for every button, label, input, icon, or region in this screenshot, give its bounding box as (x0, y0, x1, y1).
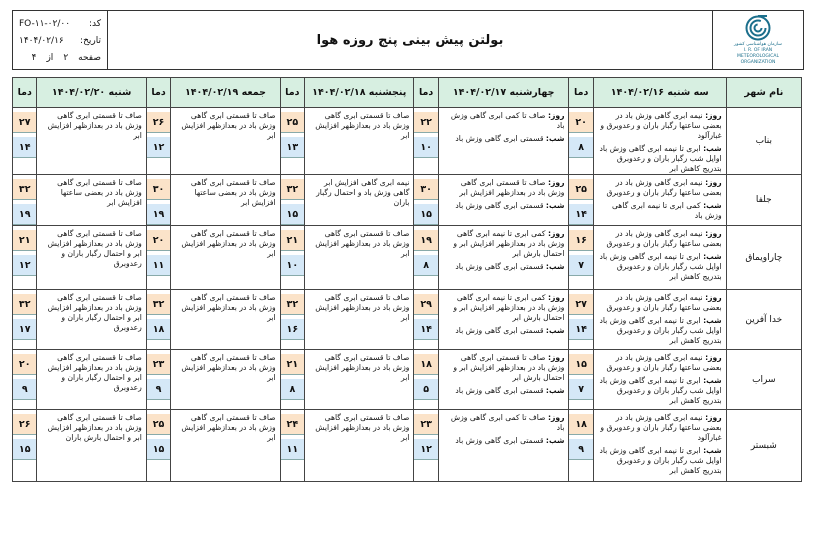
day2-day-text: کمی ابری تا نیمه ابری گاهی وزش باد در بعدازظهر افزایش ابر و احتمال بارش ابر (453, 229, 565, 258)
day1-day-text: نیمه ابری گاهی وزش باد در بعضی ساعتها رگبار باران و رعدوبرق و غبارآلود (600, 111, 722, 140)
day3-forecast: صاف تا قسمتی ابری گاهی وزش باد در بعدازظهر افزایش ابر (305, 410, 414, 482)
night-label: شب: (703, 201, 722, 210)
min-temp: ۱۴ (569, 319, 592, 340)
code-value: FO-۱۱-۰۲/۰۰ (19, 18, 71, 29)
min-temp: ۱۱ (147, 255, 170, 276)
day3-temp (280, 175, 304, 226)
day3-temp (280, 290, 304, 350)
day2-temp (414, 410, 438, 482)
day4-forecast: صاف تا قسمتی ابری گاهی وزش باد در بعدازظهر افزایش ابر (171, 350, 280, 410)
city-name: خدا آفرین (726, 290, 801, 350)
max-temp: ۳۰ (147, 179, 170, 200)
table-row (13, 175, 802, 226)
max-temp: ۲۶ (13, 414, 36, 435)
day4-temp (146, 175, 170, 226)
max-temp: ۳۲ (13, 179, 36, 200)
day1-night-text: ابری تا نیمه ابری گاهی وزش باد اوایل شب رگبار باران و رعدوبرق بتدریج کاهش ابر (599, 316, 722, 345)
min-temp: ۱۶ (281, 319, 304, 340)
max-temp: ۱۶ (569, 230, 592, 251)
max-temp: ۲۷ (569, 294, 592, 315)
day2-forecast (438, 175, 569, 226)
min-temp: ۹ (13, 379, 36, 400)
spiral-logo-icon (745, 15, 771, 41)
day1-forecast (593, 226, 726, 290)
night-label: شب: (703, 144, 722, 153)
min-temp: ۵ (414, 379, 437, 400)
day5-temp (13, 290, 37, 350)
day-label: روز: (705, 413, 722, 422)
max-temp: ۲۰ (13, 354, 36, 375)
day1-night-text: کمی ابری تا نیمه ابری گاهی وزش باد (611, 201, 722, 220)
min-temp: ۱۰ (414, 137, 437, 158)
day2-night-text: قسمتی ابری گاهی وزش باد (455, 201, 544, 210)
forecast-table (12, 77, 802, 482)
page-number: ۲ (63, 52, 69, 63)
min-temp: ۷ (569, 255, 592, 276)
min-temp: ۸ (569, 137, 592, 158)
col-temp-5: دما (13, 78, 37, 108)
min-temp: ۱۲ (13, 255, 36, 276)
col-day-5: شنبه ۱۴۰۴/۰۲/۲۰ (37, 78, 146, 108)
day-label: روز: (547, 178, 565, 187)
logo-line-4: ORGANIZATION (740, 60, 776, 65)
max-temp: ۲۵ (569, 179, 592, 200)
day-label: روز: (547, 413, 565, 422)
min-temp: ۷ (569, 379, 592, 400)
day2-temp (414, 290, 438, 350)
day5-forecast: صاف تا قسمتی ابری گاهی وزش باد در بعدازظهر افزایش ابر و احتمال رگبار باران و رعدوبرق (37, 290, 146, 350)
max-temp: ۲۴ (281, 414, 304, 435)
min-temp: ۱۴ (414, 319, 437, 340)
day2-night-text: قسمتی ابری گاهی وزش باد (455, 386, 544, 395)
max-temp: ۱۹ (414, 230, 437, 251)
city-name: شبستر (726, 410, 801, 482)
table-row (13, 410, 802, 482)
day1-forecast (593, 350, 726, 410)
day4-forecast: صاف تا قسمتی ابری گاهی وزش باد در بعدازظهر افزایش ابر (171, 290, 280, 350)
day2-temp (414, 108, 438, 175)
night-label: شب: (545, 436, 565, 445)
day1-forecast (593, 410, 726, 482)
day1-forecast (593, 108, 726, 175)
day2-night-text: قسمتی ابری گاهی وزش باد (455, 326, 544, 335)
min-temp: ۱۵ (147, 439, 170, 460)
day5-temp (13, 175, 37, 226)
day4-forecast: صاف تا قسمتی ابری گاهی وزش باد در بعضی ساعتها افزایش ابر (171, 175, 280, 226)
max-temp: ۲۹ (414, 294, 437, 315)
min-temp: ۸ (414, 255, 437, 276)
day5-temp (13, 410, 37, 482)
day1-temp (569, 410, 593, 482)
day3-temp (280, 226, 304, 290)
city-name: چاراویماق (726, 226, 801, 290)
night-label: شب: (545, 134, 565, 143)
day2-night-text: قسمتی ابری گاهی وزش باد (455, 134, 544, 143)
max-temp: ۲۵ (147, 414, 170, 435)
day-label: روز: (705, 353, 722, 362)
day1-day-text: نیمه ابری گاهی وزش باد در بعضی ساعتها رگبار باران و رعدوبرق (606, 293, 722, 312)
min-temp: ۹ (569, 439, 592, 460)
day2-forecast (438, 290, 569, 350)
max-temp: ۲۲ (414, 112, 437, 133)
day5-temp (13, 350, 37, 410)
min-temp: ۱۸ (147, 319, 170, 340)
col-temp-4: دما (146, 78, 170, 108)
page-of: از (46, 52, 54, 63)
day1-night-text: ابری تا نیمه ابری گاهی وزش باد اوایل شب رگبار باران و رعدوبرق بتدریج کاهش ابر (599, 252, 722, 281)
max-temp: ۲۱ (13, 230, 36, 251)
night-label: شب: (545, 326, 565, 335)
day4-forecast: صاف تا قسمتی ابری گاهی وزش باد در بعدازظهر افزایش ابر (171, 410, 280, 482)
logo-line-3: METEOROLOGICAL (737, 54, 779, 59)
day1-temp (569, 226, 593, 290)
day5-temp (13, 226, 37, 290)
col-day-1: سه شنبه ۱۴۰۴/۰۲/۱۶ (593, 78, 726, 108)
max-temp: ۱۸ (414, 354, 437, 375)
day5-forecast: صاف تا قسمتی ابری گاهی وزش باد در بعدازظهر افزایش ابر (37, 108, 146, 175)
day-label: روز: (705, 229, 722, 238)
table-row (13, 290, 802, 350)
day1-day-text: نیمه ابری گاهی وزش باد در بعضی ساعتها رگبار باران و رعدوبرق (606, 353, 722, 372)
day2-temp (414, 175, 438, 226)
night-label: شب: (703, 446, 722, 455)
min-temp: ۱۴ (13, 137, 36, 158)
day1-day-text: نیمه ابری گاهی وزش باد در بعضی ساعتها رگبار باران و رعدوبرق (606, 178, 722, 197)
max-temp: ۲۳ (147, 354, 170, 375)
min-temp: ۱۷ (13, 319, 36, 340)
table-header-row (13, 78, 802, 108)
min-temp: ۱۵ (13, 439, 36, 460)
min-temp: ۸ (281, 379, 304, 400)
day1-temp (569, 290, 593, 350)
day3-forecast: صاف تا قسمتی ابری گاهی وزش باد در بعدازظهر افزایش ابر (305, 350, 414, 410)
day1-temp (569, 108, 593, 175)
day4-temp (146, 350, 170, 410)
max-temp: ۳۲ (281, 294, 304, 315)
day-label: روز: (705, 293, 722, 302)
day1-forecast (593, 290, 726, 350)
day5-temp (13, 108, 37, 175)
day3-forecast: صاف تا قسمتی ابری گاهی وزش باد در بعدازظهر افزایش ابر (305, 108, 414, 175)
night-label: شب: (703, 252, 722, 261)
min-temp: ۱۲ (414, 439, 437, 460)
col-day-4: جمعه ۱۴۰۴/۰۲/۱۹ (171, 78, 280, 108)
max-temp: ۲۱ (281, 354, 304, 375)
min-temp: ۱۹ (147, 204, 170, 225)
bulletin-header (12, 10, 804, 70)
max-temp: ۳۲ (147, 294, 170, 315)
max-temp: ۲۳ (414, 414, 437, 435)
day3-temp (280, 108, 304, 175)
max-temp: ۲۰ (569, 112, 592, 133)
day-label: روز: (547, 111, 565, 120)
day5-forecast: صاف تا قسمتی ابری گاهی وزش باد در بعدازظهر افزایش ابر و احتمال رگبار باران و رعدوبرق (37, 226, 146, 290)
max-temp: ۳۲ (281, 179, 304, 200)
max-temp: ۱۸ (569, 414, 592, 435)
day4-temp (146, 108, 170, 175)
day1-day-text: نیمه ابری گاهی وزش باد در بعضی ساعتها رگبار باران و رعدوبرق و غبارآلود (600, 413, 722, 442)
day2-temp (414, 226, 438, 290)
code-label: کد: (88, 18, 101, 29)
min-temp: ۱۵ (281, 204, 304, 225)
day2-temp (414, 350, 438, 410)
day2-day-text: صاف تا کمی ابری گاهی وزش باد (450, 413, 565, 432)
day1-day-text: نیمه ابری گاهی وزش باد در بعضی ساعتها رگبار باران و رعدوبرق (606, 229, 722, 248)
day5-forecast: صاف تا قسمتی ابری گاهی وزش باد در بعدازظهر افزایش ابر و احتمال بارش باران (37, 410, 146, 482)
col-day-2: چهارشنبه ۱۴۰۴/۰۲/۱۷ (438, 78, 569, 108)
min-temp: ۹ (147, 379, 170, 400)
date-value: ۱۴۰۴/۰۲/۱۶ (19, 35, 64, 46)
night-label: شب: (703, 376, 722, 385)
page-title: بولتن پیش بینی پنج روزه هوا (316, 32, 504, 48)
day1-night-text: ابری تا نیمه ابری گاهی وزش باد اوایل شب رگبار باران و رعدوبرق بتدریج کاهش ابر (599, 376, 722, 405)
document-meta (13, 11, 108, 69)
day3-forecast: صاف تا قسمتی ابری گاهی وزش باد در بعدازظهر افزایش ابر (305, 290, 414, 350)
day4-temp (146, 410, 170, 482)
max-temp: ۲۶ (147, 112, 170, 133)
table-row (13, 350, 802, 410)
city-name: بناب (726, 108, 801, 175)
day4-temp (146, 226, 170, 290)
min-temp: ۱۰ (281, 255, 304, 276)
day3-temp (280, 410, 304, 482)
table-row (13, 226, 802, 290)
day4-forecast: صاف تا قسمتی ابری گاهی وزش باد در بعدازظهر افزایش ابر (171, 226, 280, 290)
page-label: صفحه (78, 52, 101, 63)
min-temp: ۱۴ (569, 204, 592, 225)
night-label: شب: (545, 262, 565, 271)
day5-forecast: صاف تا قسمتی ابری گاهی وزش باد در بعدازظهر افزایش ابر و احتمال رگبار باران و رعدوبرق (37, 350, 146, 410)
day-label: روز: (705, 178, 722, 187)
max-temp: ۲۰ (147, 230, 170, 251)
day3-forecast: صاف تا قسمتی ابری گاهی وزش باد در بعدازظهر افزایش ابر (305, 226, 414, 290)
day4-forecast: صاف تا قسمتی ابری گاهی وزش باد در بعدازظهر افزایش ابر (171, 108, 280, 175)
max-temp: ۲۵ (281, 112, 304, 133)
day2-night-text: قسمتی ابری گاهی وزش باد (455, 436, 544, 445)
day2-day-text: کمی ابری تا نیمه ابری گاهی وزش باد در بعدازظهر افزایش ابر و احتمال بارش ابر (453, 293, 565, 322)
day1-night-text: ابری تا نیمه ابری گاهی وزش باد اوایل شب رگبار باران و رعدوبرق بتدریج کاهش ابر (599, 446, 722, 475)
day4-temp (146, 290, 170, 350)
day5-forecast: صاف تا قسمتی ابری گاهی وزش باد در بعضی ساعتها افزایش ابر (37, 175, 146, 226)
min-temp: ۱۵ (414, 204, 437, 225)
organization-logo (712, 11, 803, 69)
col-temp-2: دما (414, 78, 438, 108)
col-temp-1: دما (569, 78, 593, 108)
logo-line-1: سازمان هواشناسی کشور (734, 42, 782, 47)
col-city: نام شهر (726, 78, 801, 108)
max-temp: ۳۲ (13, 294, 36, 315)
day1-night-text: ابری تا نیمه ابری گاهی وزش باد اوایل شب رگبار باران و رعدوبرق بتدریج کاهش ابر (599, 144, 722, 173)
night-label: شب: (703, 316, 722, 325)
day2-day-text: صاف تا کمی ابری گاهی وزش باد (450, 111, 565, 130)
day2-forecast (438, 108, 569, 175)
night-label: شب: (545, 201, 565, 210)
col-temp-3: دما (280, 78, 304, 108)
day2-day-text: صاف تا قسمتی ابری گاهی وزش باد در بعدازظهر افزایش ابر (459, 178, 565, 197)
max-temp: ۳۰ (414, 179, 437, 200)
max-temp: ۲۱ (281, 230, 304, 251)
day3-temp (280, 350, 304, 410)
max-temp: ۱۵ (569, 354, 592, 375)
night-label: شب: (545, 386, 565, 395)
day3-forecast: نیمه ابری گاهی افزایش ابر گاهی وزش باد و احتمال رگبار باران (305, 175, 414, 226)
day2-day-text: صاف تا قسمتی ابری گاهی وزش باد در بعدازظهر افزایش ابر و احتمال بارش ابر (453, 353, 565, 382)
date-label: تاریخ: (80, 35, 101, 46)
min-temp: ۱۹ (13, 204, 36, 225)
page-total: ۴ (31, 52, 37, 63)
col-day-3: پنجشنبه ۱۴۰۴/۰۲/۱۸ (305, 78, 414, 108)
max-temp: ۲۷ (13, 112, 36, 133)
day1-temp (569, 175, 593, 226)
table-row (13, 108, 802, 175)
city-name: سراب (726, 350, 801, 410)
day-label: روز: (705, 111, 722, 120)
day2-night-text: قسمتی ابری گاهی وزش باد (455, 262, 544, 271)
day-label: روز: (547, 353, 565, 362)
day1-temp (569, 350, 593, 410)
day2-forecast (438, 410, 569, 482)
logo-line-2: I. R. OF IRAN (743, 48, 773, 53)
day2-forecast (438, 226, 569, 290)
day2-forecast (438, 350, 569, 410)
min-temp: ۱۲ (147, 137, 170, 158)
day-label: روز: (547, 229, 565, 238)
city-name: جلفا (726, 175, 801, 226)
day-label: روز: (547, 293, 565, 302)
min-temp: ۱۳ (281, 137, 304, 158)
min-temp: ۱۱ (281, 439, 304, 460)
day1-forecast (593, 175, 726, 226)
